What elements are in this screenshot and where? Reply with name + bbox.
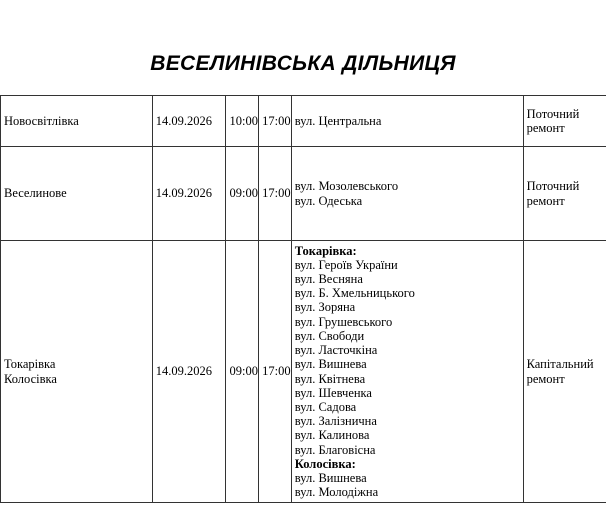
street-name: вул. Вишнева [294,357,367,372]
end-time-cell: 17:00 [259,96,292,147]
date-cell: 14.09.2026 [152,147,226,241]
work-type-line: ремонт [526,193,565,208]
table-row [1,96,606,147]
street-name: вул. Садова [294,399,357,414]
street-group-heading: Колосівка: [294,456,356,471]
work-type-line: Поточний [526,179,580,194]
street-name: вул. Ласточкіна [294,343,378,358]
village-name: Токарівка [4,357,56,372]
street-name: вул. Весняна [294,272,363,287]
street-group-heading: Токарівка: [294,243,357,258]
work-type-cell [523,96,606,147]
work-type-line: Капітальний [526,357,594,372]
work-type-cell [523,241,606,503]
street-name: вул. Шевченка [294,385,372,400]
street-name: вул. Одеська [294,193,363,208]
street-name: вул. Грушевського [294,314,393,329]
street-name: вул. Калинова [294,428,370,443]
street-name: вул. Свободи [294,328,365,343]
end-time-cell: 17:00 [259,241,292,503]
date-cell: 14.09.2026 [152,241,226,503]
work-type-line: ремонт [526,371,565,386]
street-name: вул. Квітнева [294,371,366,386]
streets-cell [291,241,523,503]
street-name: вул. Героїв України [294,257,398,272]
page-title: ВЕСЕЛИНІВСЬКА ДІЛЬНИЦЯ [150,52,456,75]
start-time-cell: 09:00 [226,241,259,503]
table-row [1,241,606,503]
village-cell [1,96,153,147]
street-name: вул. Благовісна [294,442,376,457]
street-name: вул. Залізнична [294,414,377,429]
date-cell: 14.09.2026 [152,96,226,147]
work-type-line: Поточний [526,106,580,121]
end-time-cell: 17:00 [259,147,292,241]
start-time-cell: 09:00 [226,147,259,241]
outage-schedule-table [0,95,606,503]
work-type-cell [523,147,606,241]
village-name: Колосівка [4,371,57,386]
street-name: вул. Мозолевського [294,179,399,194]
village-cell [1,147,153,241]
street-name: вул. Молодіжна [294,485,379,500]
street-name: вул. Зоряна [294,300,356,315]
street-name: вул. Центральна [294,113,382,128]
street-name: вул. Вишнева [294,470,367,485]
street-name: вул. Б. Хмельницького [294,286,415,301]
village-cell [1,241,153,503]
start-time-cell: 10:00 [226,96,259,147]
streets-cell [291,96,523,147]
table-row [1,147,606,241]
streets-cell [291,147,523,241]
village-name: Веселинове [4,186,67,201]
village-name: Новосвітлівка [4,113,79,128]
work-type-line: ремонт [526,121,565,135]
